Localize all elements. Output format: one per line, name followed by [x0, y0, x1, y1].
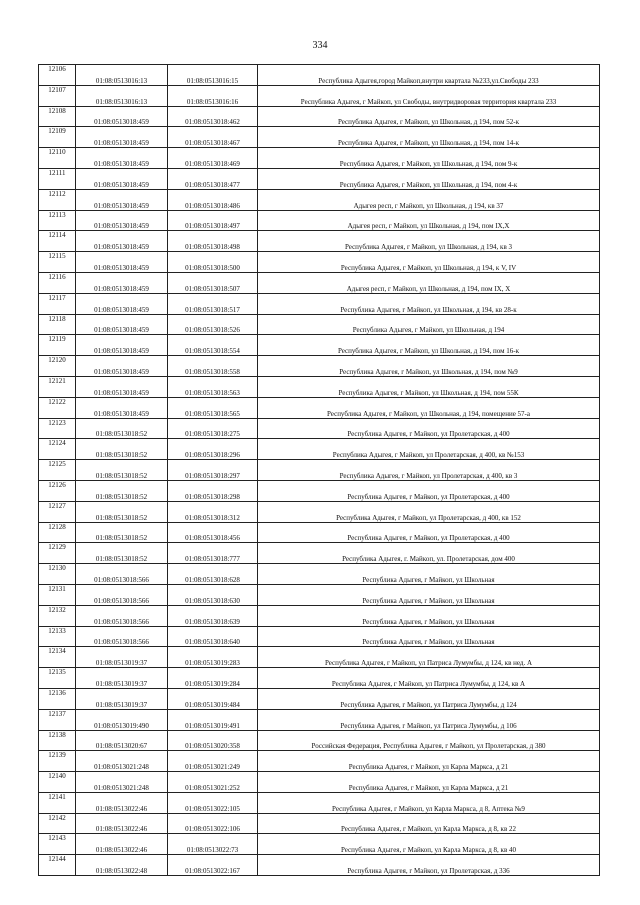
row-number-cell: 12107: [39, 85, 76, 106]
quarter-number-cell: 01:08:0513016:13: [76, 65, 168, 86]
table-row: [39, 584, 600, 605]
quarter-number-cell: 01:08:0513018:566: [76, 605, 168, 626]
registry-table-body: [39, 65, 600, 876]
address-cell: Республика Адыгея, г Майкоп, ул Школьная: [258, 584, 600, 605]
row-number-cell: 12142: [39, 813, 76, 834]
row-number-cell: 12143: [39, 834, 76, 855]
cadastral-number-cell: 01:08:0513018:462: [168, 106, 258, 127]
address-cell: Республика Адыгея, г Майкоп, ул Школьная, д 194, помещение 57-а: [258, 397, 600, 418]
row-number-cell: 12144: [39, 855, 76, 876]
address-cell: Республика Адыгея, г Майкоп, ул Пролетарская, д 336: [258, 855, 600, 876]
table-row: [39, 564, 600, 585]
row-number-cell: 12112: [39, 189, 76, 210]
table-row: [39, 168, 600, 189]
quarter-number-cell: 01:08:0513016:13: [76, 85, 168, 106]
address-cell: Республика Адыгея, г Майкоп, ул Карла Маркса, д 21: [258, 772, 600, 793]
cadastral-number-cell: 01:08:0513018:497: [168, 210, 258, 231]
cadastral-number-cell: 01:08:0513018:477: [168, 168, 258, 189]
address-cell: Республика Адыгея, г Майкоп, ул Школьная: [258, 605, 600, 626]
table-row: [39, 272, 600, 293]
cadastral-number-cell: 01:08:0513018:554: [168, 335, 258, 356]
quarter-number-cell: 01:08:0513018:459: [76, 293, 168, 314]
row-number-cell: 12140: [39, 772, 76, 793]
address-cell: Республика Адыгея, г Майкоп, ул Школьная, д 194, пом 14-к: [258, 127, 600, 148]
address-cell: Российская Федерация, Республика Адыгея, г Майкоп, ул Пролетарская, д 380: [258, 730, 600, 751]
quarter-number-cell: 01:08:0513021:248: [76, 772, 168, 793]
row-number-cell: 12118: [39, 314, 76, 335]
row-number-cell: 12116: [39, 272, 76, 293]
cadastral-number-cell: 01:08:0513019:491: [168, 709, 258, 730]
row-number-cell: 12127: [39, 501, 76, 522]
table-row: [39, 772, 600, 793]
cadastral-number-cell: 01:08:0513018:498: [168, 231, 258, 252]
row-number-cell: 12117: [39, 293, 76, 314]
cadastral-number-cell: 01:08:0513018:639: [168, 605, 258, 626]
row-number-cell: 12128: [39, 522, 76, 543]
address-cell: Республика Адыгея, г Майкоп, ул Карла Маркса, д 8, кв 40: [258, 834, 600, 855]
table-row: [39, 314, 600, 335]
quarter-number-cell: 01:08:0513022:46: [76, 834, 168, 855]
address-cell: Республика Адыгея, г Майкоп, ул Карла Маркса, д 8, Аптека №9: [258, 792, 600, 813]
address-cell: Республика Адыгея, г Майкоп, ул Карла Маркса, д 21: [258, 751, 600, 772]
address-cell: Адыгея респ, г Майкоп, ул Школьная, д 194, пом IX, X: [258, 272, 600, 293]
row-number-cell: 12139: [39, 751, 76, 772]
cadastral-number-cell: 01:08:0513021:249: [168, 751, 258, 772]
table-row: [39, 85, 600, 106]
row-number-cell: 12114: [39, 231, 76, 252]
table-row: [39, 418, 600, 439]
cadastral-number-cell: 01:08:0513016:16: [168, 85, 258, 106]
table-row: [39, 626, 600, 647]
cadastral-number-cell: 01:08:0513018:469: [168, 148, 258, 169]
cadastral-number-cell: 01:08:0513018:456: [168, 522, 258, 543]
address-cell: Республика Адыгея, г Майкоп, ул Карла Маркса, д 8, кв 22: [258, 813, 600, 834]
address-cell: Республика Адыгея, г. Майкоп, ул. Пролетарская, дом 400: [258, 543, 600, 564]
address-cell: Республика Адыгея, г Майкоп, ул Свободы, внутридворовая территория квартала 233: [258, 85, 600, 106]
cadastral-number-cell: 01:08:0513021:252: [168, 772, 258, 793]
table-row: [39, 709, 600, 730]
address-cell: Республика Адыгея, г Майкоп, ул Школьная, д 194, пом 16-к: [258, 335, 600, 356]
table-row: [39, 106, 600, 127]
quarter-number-cell: 01:08:0513018:459: [76, 210, 168, 231]
cadastral-number-cell: 01:08:0513018:297: [168, 460, 258, 481]
row-number-cell: 12106: [39, 65, 76, 86]
quarter-number-cell: 01:08:0513022:48: [76, 855, 168, 876]
cadastral-number-cell: 01:08:0513022:105: [168, 792, 258, 813]
address-cell: Республика Адыгея, г Майкоп, ул Школьная: [258, 564, 600, 585]
cadastral-number-cell: 01:08:0513018:777: [168, 543, 258, 564]
quarter-number-cell: 01:08:0513018:459: [76, 148, 168, 169]
table-row: [39, 543, 600, 564]
cadastral-number-cell: 01:08:0513018:628: [168, 564, 258, 585]
cadastral-number-cell: 01:08:0513018:640: [168, 626, 258, 647]
table-row: [39, 397, 600, 418]
table-row: [39, 231, 600, 252]
table-row: [39, 813, 600, 834]
address-cell: Республика Адыгея, г Майкоп, ул Школьная, д 194, пом 9-к: [258, 148, 600, 169]
quarter-number-cell: 01:08:0513018:459: [76, 189, 168, 210]
table-row: [39, 148, 600, 169]
address-cell: Республика Адыгея, г Майкоп, ул Пролетарская, д 400: [258, 480, 600, 501]
row-number-cell: 12126: [39, 480, 76, 501]
table-row: [39, 668, 600, 689]
address-cell: Республика Адыгея, г Майкоп, ул Школьная, д 194: [258, 314, 600, 335]
row-number-cell: 12141: [39, 792, 76, 813]
quarter-number-cell: 01:08:0513018:52: [76, 501, 168, 522]
quarter-number-cell: 01:08:0513018:52: [76, 418, 168, 439]
quarter-number-cell: 01:08:0513018:459: [76, 168, 168, 189]
row-number-cell: 12120: [39, 356, 76, 377]
quarter-number-cell: 01:08:0513021:248: [76, 751, 168, 772]
quarter-number-cell: 01:08:0513018:459: [76, 252, 168, 273]
address-cell: Адыгея респ, г Майкоп, ул Школьная, д 194, пом IX,X: [258, 210, 600, 231]
table-row: [39, 751, 600, 772]
address-cell: Республика Адыгея, г Майкоп, ул Патриса Лумумбы, д 106: [258, 709, 600, 730]
cadastral-number-cell: 01:08:0513018:517: [168, 293, 258, 314]
cadastral-number-cell: 01:08:0513016:15: [168, 65, 258, 86]
table-row: [39, 647, 600, 668]
address-cell: Республика Адыгея, г Майкоп, ул Школьная, д 194, пом 4-к: [258, 168, 600, 189]
row-number-cell: 12134: [39, 647, 76, 668]
quarter-number-cell: 01:08:0513020:67: [76, 730, 168, 751]
quarter-number-cell: 01:08:0513018:52: [76, 480, 168, 501]
cadastral-number-cell: 01:08:0513018:296: [168, 439, 258, 460]
quarter-number-cell: 01:08:0513018:459: [76, 106, 168, 127]
quarter-number-cell: 01:08:0513018:459: [76, 335, 168, 356]
row-number-cell: 12108: [39, 106, 76, 127]
cadastral-number-cell: 01:08:0513018:298: [168, 480, 258, 501]
quarter-number-cell: 01:08:0513018:459: [76, 272, 168, 293]
row-number-cell: 12109: [39, 127, 76, 148]
table-row: [39, 376, 600, 397]
quarter-number-cell: 01:08:0513019:37: [76, 668, 168, 689]
address-cell: Республика Адыгея, г Майкоп, ул Пролетарская, д 400, кв №153: [258, 439, 600, 460]
quarter-number-cell: 01:08:0513018:459: [76, 376, 168, 397]
address-cell: Республика Адыгея, г Майкоп, ул Патриса Лумумбы, д 124, кв А: [258, 668, 600, 689]
address-cell: Республика Адыгея, г Майкоп, ул Патриса Лумумбы, д 124, кв нед. А: [258, 647, 600, 668]
cadastral-number-cell: 01:08:0513018:563: [168, 376, 258, 397]
table-row: [39, 730, 600, 751]
address-cell: Республика Адыгея, г Майкоп, ул Школьная, д 194, пом 52-к: [258, 106, 600, 127]
quarter-number-cell: 01:08:0513018:459: [76, 356, 168, 377]
row-number-cell: 12130: [39, 564, 76, 585]
table-row: [39, 834, 600, 855]
quarter-number-cell: 01:08:0513018:52: [76, 439, 168, 460]
table-row: [39, 293, 600, 314]
address-cell: Республика Адыгея, г Майкоп, ул Школьная, д 194, пом 55К: [258, 376, 600, 397]
cadastral-number-cell: 01:08:0513018:486: [168, 189, 258, 210]
cadastral-number-cell: 01:08:0513019:284: [168, 668, 258, 689]
table-row: [39, 127, 600, 148]
address-cell: Республика Адыгея, г Майкоп, ул Пролетарская, д 400: [258, 522, 600, 543]
cadastral-number-cell: 01:08:0513018:526: [168, 314, 258, 335]
cadastral-number-cell: 01:08:0513019:283: [168, 647, 258, 668]
row-number-cell: 12132: [39, 605, 76, 626]
quarter-number-cell: 01:08:0513018:566: [76, 564, 168, 585]
cadastral-number-cell: 01:08:0513018:467: [168, 127, 258, 148]
row-number-cell: 12131: [39, 584, 76, 605]
quarter-number-cell: 01:08:0513018:566: [76, 584, 168, 605]
table-row: [39, 252, 600, 273]
table-row: [39, 480, 600, 501]
cadastral-number-cell: 01:08:0513022:167: [168, 855, 258, 876]
quarter-number-cell: 01:08:0513018:459: [76, 397, 168, 418]
table-row: [39, 688, 600, 709]
table-row: [39, 522, 600, 543]
address-cell: Республика Адыгея, г Майкоп, ул Пролетарская, д 400, кв 3: [258, 460, 600, 481]
row-number-cell: 12113: [39, 210, 76, 231]
table-row: [39, 65, 600, 86]
address-cell: Республика Адыгея, г Майкоп, ул Пролетарская, д 400, кв 152: [258, 501, 600, 522]
address-cell: Республика Адыгея, г Майкоп, ул Школьная, д 194, к V, IV: [258, 252, 600, 273]
quarter-number-cell: 01:08:0513018:52: [76, 522, 168, 543]
table-row: [39, 855, 600, 876]
registry-table: [38, 64, 600, 876]
cadastral-number-cell: 01:08:0513018:630: [168, 584, 258, 605]
address-cell: Республика Адыгея, г Майкоп, ул Школьная, д 194, пом №9: [258, 356, 600, 377]
cadastral-number-cell: 01:08:0513018:312: [168, 501, 258, 522]
row-number-cell: 12136: [39, 688, 76, 709]
row-number-cell: 12111: [39, 168, 76, 189]
row-number-cell: 12121: [39, 376, 76, 397]
row-number-cell: 12122: [39, 397, 76, 418]
table-row: [39, 605, 600, 626]
row-number-cell: 12110: [39, 148, 76, 169]
cadastral-number-cell: 01:08:0513019:484: [168, 688, 258, 709]
table-row: [39, 335, 600, 356]
quarter-number-cell: 01:08:0513022:46: [76, 792, 168, 813]
row-number-cell: 12133: [39, 626, 76, 647]
row-number-cell: 12135: [39, 668, 76, 689]
quarter-number-cell: 01:08:0513018:566: [76, 626, 168, 647]
row-number-cell: 12129: [39, 543, 76, 564]
row-number-cell: 12125: [39, 460, 76, 481]
cadastral-number-cell: 01:08:0513018:500: [168, 252, 258, 273]
table-row: [39, 356, 600, 377]
table-row: [39, 792, 600, 813]
table-row: [39, 439, 600, 460]
quarter-number-cell: 01:08:0513018:52: [76, 460, 168, 481]
row-number-cell: 12137: [39, 709, 76, 730]
cadastral-number-cell: 01:08:0513018:507: [168, 272, 258, 293]
cadastral-number-cell: 01:08:0513022:106: [168, 813, 258, 834]
quarter-number-cell: 01:08:0513019:37: [76, 688, 168, 709]
address-cell: Республика Адыгея,город Майкоп,внутри квартала №233,ул.Свободы 233: [258, 65, 600, 86]
address-cell: Республика Адыгея, г Майкоп, ул Школьная, д 194, кв 3: [258, 231, 600, 252]
row-number-cell: 12119: [39, 335, 76, 356]
table-row: [39, 501, 600, 522]
cadastral-number-cell: 01:08:0513018:565: [168, 397, 258, 418]
cadastral-number-cell: 01:08:0513020:358: [168, 730, 258, 751]
cadastral-number-cell: 01:08:0513022:73: [168, 834, 258, 855]
quarter-number-cell: 01:08:0513019:490: [76, 709, 168, 730]
quarter-number-cell: 01:08:0513022:46: [76, 813, 168, 834]
address-cell: Республика Адыгея, г Майкоп, ул Патриса Лумумбы, д 124: [258, 688, 600, 709]
row-number-cell: 12115: [39, 252, 76, 273]
address-cell: Республика Адыгея, г Майкоп, ул Школьная: [258, 626, 600, 647]
cadastral-number-cell: 01:08:0513018:275: [168, 418, 258, 439]
quarter-number-cell: 01:08:0513018:459: [76, 314, 168, 335]
address-cell: Республика Адыгея, г Майкоп, ул Школьная, д 194, кв 28-к: [258, 293, 600, 314]
page-number: 334: [312, 40, 328, 51]
quarter-number-cell: 01:08:0513018:459: [76, 231, 168, 252]
address-cell: Республика Адыгея, г Майкоп, ул Пролетарская, д 400: [258, 418, 600, 439]
quarter-number-cell: 01:08:0513018:52: [76, 543, 168, 564]
table-row: [39, 210, 600, 231]
address-cell: Адыгея респ, г Майкоп, ул Школьная, д 194, кв 37: [258, 189, 600, 210]
row-number-cell: 12138: [39, 730, 76, 751]
quarter-number-cell: 01:08:0513018:459: [76, 127, 168, 148]
row-number-cell: 12124: [39, 439, 76, 460]
table-row: [39, 189, 600, 210]
cadastral-number-cell: 01:08:0513018:558: [168, 356, 258, 377]
table-row: [39, 460, 600, 481]
quarter-number-cell: 01:08:0513019:37: [76, 647, 168, 668]
row-number-cell: 12123: [39, 418, 76, 439]
